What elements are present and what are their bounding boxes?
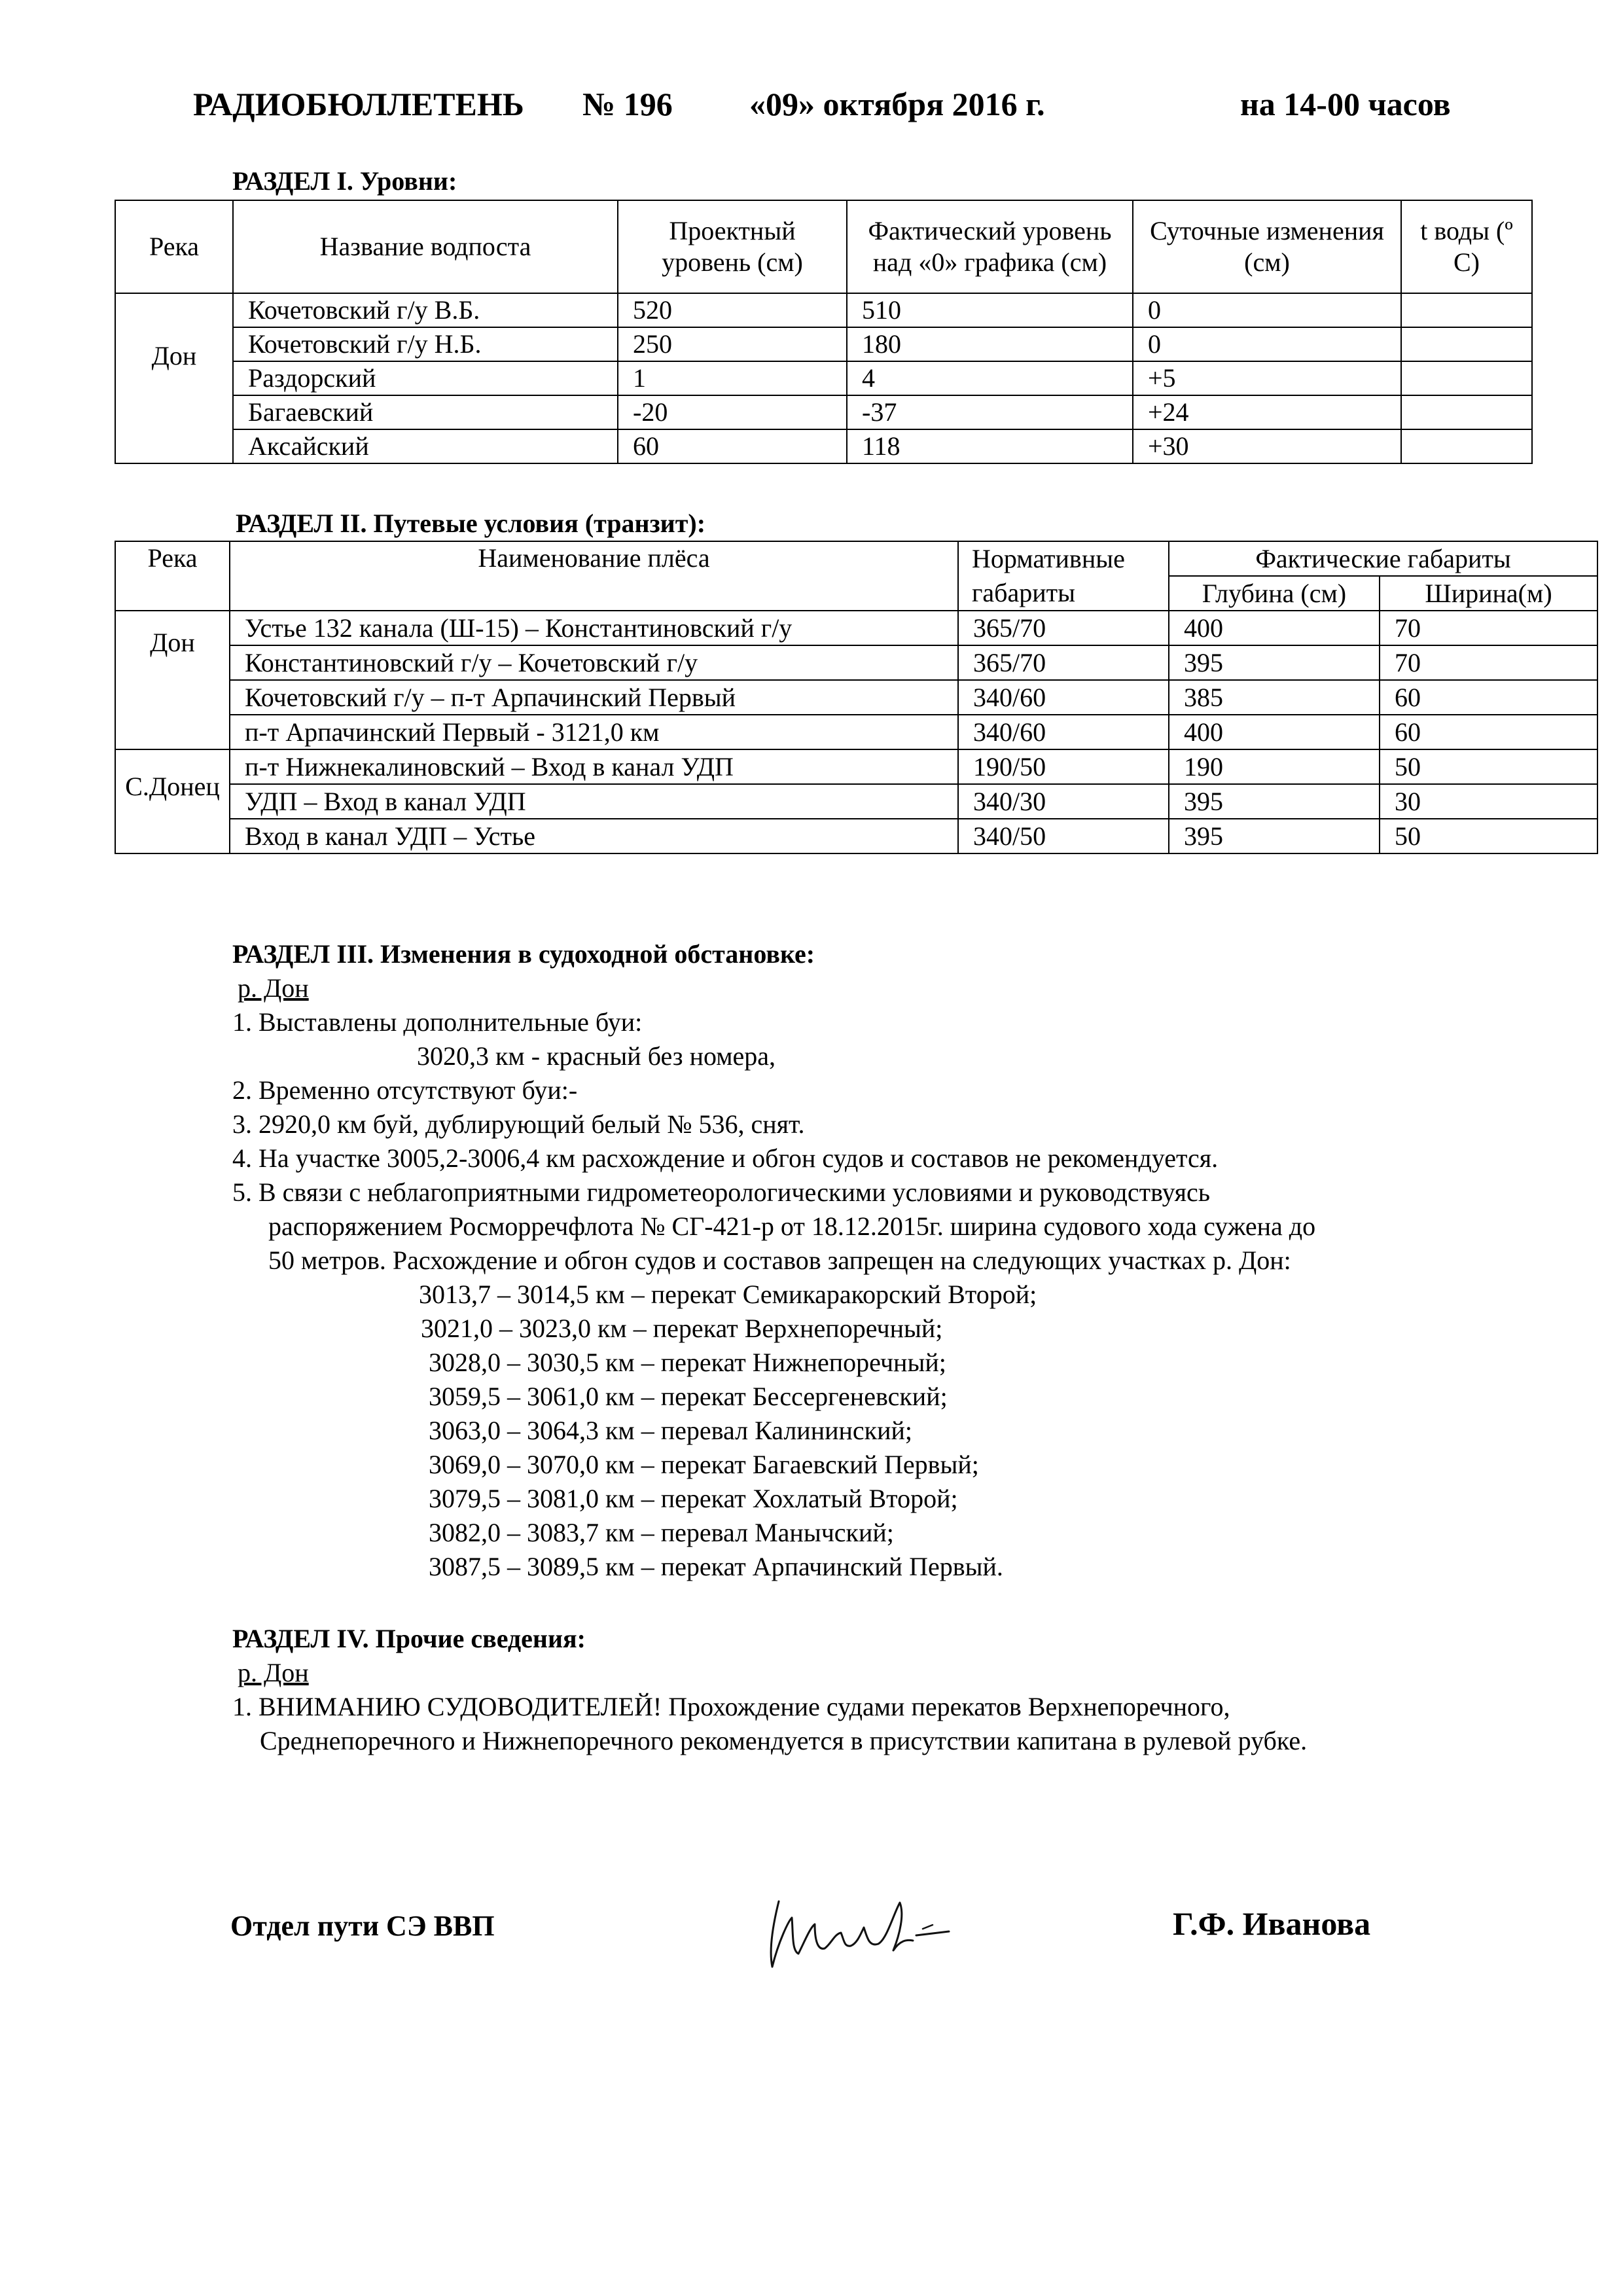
project-level: 250 bbox=[618, 327, 847, 361]
reach-name: п-т Нижнекалиновский – Вход в канал УДП bbox=[230, 749, 958, 784]
daily-change: +24 bbox=[1133, 395, 1401, 429]
project-level: 1 bbox=[618, 361, 847, 395]
section3-item-5-line: распоряжением Росморречфлота № СГ-421-р от 18.12.2015г. ширина судового хода сужена до bbox=[268, 1211, 1316, 1241]
section3-river: р. Дон bbox=[238, 973, 309, 1003]
water-temp bbox=[1401, 395, 1532, 429]
section3-item-2: 2. Временно отсутствуют буи:- bbox=[232, 1075, 578, 1105]
table-row bbox=[115, 293, 1532, 327]
restricted-segment: 3082,0 – 3083,7 км – перевал Манычский; bbox=[429, 1518, 894, 1547]
section3-item-1-detail: 3020,3 км - красный без номера, bbox=[417, 1041, 776, 1071]
col-daily-change: Суточные изменения (см) bbox=[1133, 200, 1401, 293]
transit-header-row bbox=[115, 541, 1597, 576]
department-name: Отдел пути СЭ ВВП bbox=[230, 1910, 495, 1942]
col-actual-level: Фактический уровень над «0» графика (см) bbox=[847, 200, 1133, 293]
col-river: Река bbox=[115, 200, 233, 293]
river-name: С.Донец bbox=[115, 749, 230, 853]
section3-item-5-line: 5. В связи с неблагоприятными гидрометеорологическими условиями и руководствуясь bbox=[232, 1177, 1210, 1207]
reach-name: УДП – Вход в канал УДП bbox=[230, 784, 958, 819]
actual-depth: 395 bbox=[1169, 784, 1380, 819]
station-name: Кочетовский г/у В.Б. bbox=[233, 293, 618, 327]
project-level: 520 bbox=[618, 293, 847, 327]
station-name: Раздорский bbox=[233, 361, 618, 395]
water-temp bbox=[1401, 429, 1532, 463]
reach-name: Вход в канал УДП – Устье bbox=[230, 819, 958, 853]
col-project-level: Проектный уровень (см) bbox=[618, 200, 847, 293]
actual-depth: 385 bbox=[1169, 680, 1380, 715]
actual-level: 510 bbox=[847, 293, 1133, 327]
actual-level: 180 bbox=[847, 327, 1133, 361]
restricted-segment: 3021,0 – 3023,0 км – перекат Верхнепоречный; bbox=[421, 1314, 943, 1343]
signatory-name: Г.Ф. Иванова bbox=[1173, 1905, 1371, 1942]
actual-width: 50 bbox=[1380, 749, 1597, 784]
daily-change: 0 bbox=[1133, 293, 1401, 327]
table-row bbox=[115, 611, 1597, 645]
bulletin-title: РАДИОБЮЛЛЕТЕНЬ bbox=[193, 86, 524, 122]
restricted-segment: 3087,5 – 3089,5 км – перекат Арпачинский Первый. bbox=[429, 1552, 1003, 1581]
actual-width: 50 bbox=[1380, 819, 1597, 853]
water-temp bbox=[1401, 293, 1532, 327]
table-row bbox=[115, 680, 1597, 715]
project-level: 60 bbox=[618, 429, 847, 463]
norm-size: 340/60 bbox=[958, 715, 1169, 749]
section3-item-5-line: 50 метров. Расхождение и обгон судов и составов запрещен на следующих участках р. Дон: bbox=[268, 1246, 1291, 1275]
project-level: -20 bbox=[618, 395, 847, 429]
table-row bbox=[115, 327, 1532, 361]
actual-width: 70 bbox=[1380, 611, 1597, 645]
actual-depth: 395 bbox=[1169, 645, 1380, 680]
actual-level: 118 bbox=[847, 429, 1133, 463]
col-width: Ширина(м) bbox=[1380, 576, 1597, 611]
section3-title: РАЗДЕЛ III. Изменения в судоходной обстановке: bbox=[232, 939, 815, 969]
actual-depth: 400 bbox=[1169, 611, 1380, 645]
norm-size: 340/30 bbox=[958, 784, 1169, 819]
transit-table bbox=[115, 541, 1598, 854]
daily-change: +30 bbox=[1133, 429, 1401, 463]
col-norm: Нормативные габариты bbox=[958, 541, 1169, 611]
actual-width: 60 bbox=[1380, 715, 1597, 749]
table-row bbox=[115, 784, 1597, 819]
norm-size: 365/70 bbox=[958, 611, 1169, 645]
daily-change: +5 bbox=[1133, 361, 1401, 395]
water-temp bbox=[1401, 361, 1532, 395]
bulletin-time: на 14-00 часов bbox=[1240, 86, 1451, 122]
station-name: Багаевский bbox=[233, 395, 618, 429]
norm-size: 190/50 bbox=[958, 749, 1169, 784]
norm-size: 365/70 bbox=[958, 645, 1169, 680]
table-row bbox=[115, 749, 1597, 784]
section3-item-1: 1. Выставлены дополнительные буи: bbox=[232, 1007, 643, 1037]
actual-width: 30 bbox=[1380, 784, 1597, 819]
actual-level: -37 bbox=[847, 395, 1133, 429]
section4-river: р. Дон bbox=[238, 1658, 309, 1687]
reach-name: Устье 132 канала (Ш-15) – Константиновский г/у bbox=[230, 611, 958, 645]
table-row bbox=[115, 715, 1597, 749]
actual-level: 4 bbox=[847, 361, 1133, 395]
bulletin-header bbox=[193, 85, 1508, 131]
reach-name: п-т Арпачинский Первый - 3121,0 км bbox=[230, 715, 958, 749]
table-row bbox=[115, 395, 1532, 429]
restricted-segment: 3028,0 – 3030,5 км – перекат Нижнепоречный; bbox=[429, 1348, 946, 1377]
actual-depth: 400 bbox=[1169, 715, 1380, 749]
water-temp bbox=[1401, 327, 1532, 361]
col-river: Река bbox=[115, 541, 230, 611]
section3 bbox=[232, 937, 1541, 1584]
reach-name: Константиновский г/у – Кочетовский г/у bbox=[230, 645, 958, 680]
section3-item-3: 3. 2920,0 км буй, дублирующий белый № 536, снят. bbox=[232, 1109, 805, 1139]
actual-depth: 190 bbox=[1169, 749, 1380, 784]
section1-title: РАЗДЕЛ I. Уровни: bbox=[232, 166, 457, 196]
restricted-segment: 3079,5 – 3081,0 км – перекат Хохлатый Второй; bbox=[429, 1484, 958, 1513]
restricted-segment: 3013,7 – 3014,5 км – перекат Семикаракорский Второй; bbox=[419, 1280, 1037, 1309]
bulletin-date: «09» октября 2016 г. bbox=[749, 86, 1045, 122]
col-water-temp: t воды (º С) bbox=[1401, 200, 1532, 293]
actual-width: 60 bbox=[1380, 680, 1597, 715]
col-station: Название водпоста bbox=[233, 200, 618, 293]
norm-size: 340/50 bbox=[958, 819, 1169, 853]
station-name: Кочетовский г/у Н.Б. bbox=[233, 327, 618, 361]
restricted-segment: 3059,5 – 3061,0 км – перекат Бессергеневский; bbox=[429, 1382, 948, 1411]
norm-size: 340/60 bbox=[958, 680, 1169, 715]
signature-image bbox=[753, 1888, 969, 1973]
col-actual: Фактические габариты bbox=[1169, 541, 1597, 576]
section4 bbox=[232, 1622, 1574, 1758]
section2-title: РАЗДЕЛ II. Путевые условия (транзит): bbox=[236, 509, 706, 538]
section4-line: 1. ВНИМАНИЮ СУДОВОДИТЕЛЕЙ! Прохождение судами перекатов Верхнепоречного, bbox=[232, 1692, 1230, 1721]
table-row bbox=[115, 429, 1532, 463]
actual-depth: 395 bbox=[1169, 819, 1380, 853]
river-name: Дон bbox=[115, 611, 230, 749]
section3-item-4: 4. На участке 3005,2-3006,4 км расхождение и обгон судов и составов не рекомендуется. bbox=[232, 1143, 1219, 1173]
col-depth: Глубина (см) bbox=[1169, 576, 1380, 611]
restricted-segment: 3069,0 – 3070,0 км – перекат Багаевский Первый; bbox=[429, 1450, 979, 1479]
levels-table bbox=[115, 200, 1533, 464]
restricted-segment: 3063,0 – 3064,3 км – перевал Калининский; bbox=[429, 1416, 913, 1445]
table-row bbox=[115, 819, 1597, 853]
section4-line: Среднепоречного и Нижнепоречного рекомендуется в присутствии капитана в рулевой рубке. bbox=[260, 1726, 1308, 1755]
table-row bbox=[115, 361, 1532, 395]
levels-header-row bbox=[115, 200, 1532, 293]
table-row bbox=[115, 645, 1597, 680]
daily-change: 0 bbox=[1133, 327, 1401, 361]
station-name: Аксайский bbox=[233, 429, 618, 463]
river-name: Дон bbox=[115, 293, 233, 463]
reach-name: Кочетовский г/у – п-т Арпачинский Первый bbox=[230, 680, 958, 715]
bulletin-number: № 196 bbox=[582, 86, 673, 122]
col-reach: Наименование плёса bbox=[230, 541, 958, 611]
section4-title: РАЗДЕЛ IV. Прочие сведения: bbox=[232, 1624, 586, 1653]
actual-width: 70 bbox=[1380, 645, 1597, 680]
